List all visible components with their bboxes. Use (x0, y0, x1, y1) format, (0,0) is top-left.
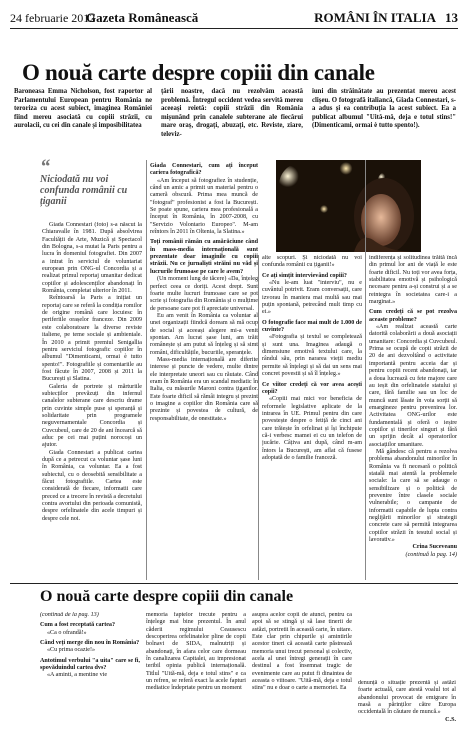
photographer-portrait-photo (276, 160, 421, 252)
interview-answer: «Fotografia și textul se completează și sunt una. Imaginea adaugă o dimensiune emotivă textului care, la rândul său, prin nararea vieții mediu permite să înțelegi și să dai un sens mai concret povestii și să îl înțeleg.» (262, 334, 362, 378)
article-column-1 (42, 222, 142, 582)
author-initials: C.S. (445, 716, 456, 723)
interview-question: Antotimul verbului "a uita" care se fi, spovăduindul cartea dvs? (40, 657, 140, 672)
interview-question: Cum credeți că se pot rezolva aceaste probleme? (369, 309, 457, 323)
lead-paragraph-1: Baroneasa Emma Nicholson, fost raportor al Parlamentului European pentru România ne teroriza cu acest subiect, imaginea României fiind mereu asociată cu copiii străzii, cu aurolacii, cu cei din canale și imposibilitatea (14, 88, 152, 130)
continuation-note: (continuă de la pag. 13) (40, 612, 99, 618)
continuation-column-1 (40, 612, 140, 744)
page-number: 13 (445, 10, 458, 25)
interview-answer: Eu am venit în România ca voluntar al unei organizații fiindcă doream să mă ocup de social și aceeași alegere mi-a venit spontan. Am lucrat șase luni, am trăit românește și am putut să înțeleg și să simt români, dificultățile, bucuriile, speranțele. (150, 312, 258, 356)
section-divider (10, 583, 458, 584)
interview-answer: «Copiii mai mici vor beneficia de reformele legislative aplicate de la intrarea în UE. Primul pentru din care povestește despre o fetiță de cinci ani care trăiește în orfelinat și își închipuie că-i verbesc mamei ei cu un telefon de jucărie. Câțiva ani după, când m-am întors la București, am aflat că fusese adoptată de o familie franceză. (262, 396, 362, 461)
continued-note: (continuă la pag. 14) (405, 551, 457, 558)
interview-answer: «Am început să fotografiez în studenție, când un amic a primit un material pentru o cameră obscură. Prima mea muncă de "fotograf" profesionist a fost la București. Se poate spune, cariera mea profesională a început în România, în 2007-2008, cu "Servizio Volontario Europeo". M-am reîntors în 2011 în Oltenia, la Slatina.» (150, 177, 258, 236)
article-title: O nouă carte despre copiii din canale (22, 60, 375, 85)
column-divider (365, 160, 366, 580)
column-paragraph: Giada Connestari a publicat cartea după ce a petrecut ca voluntar șase luni în România, ca voluntar. Ea a fost subiectul, cu o deosebită sensibilitate a făcut fotografiile. Cartea este considerată de fiecare, informatii care preced ce a trecere în revistă a decretului contra avortului din perioada comunistă, despre orfelinatele din acele timpuri și despre cele noi. (42, 449, 142, 522)
interview-question: Ce ați simțit intervievând copiii? (262, 272, 347, 279)
author-signature: Crina Suceveanu (412, 544, 457, 551)
column-divider (146, 160, 147, 580)
lead-paragraph-3: iuni din străinătate au prezentat mereu acest clișeu. O fotografă italiancă, Giada Connestari, s-a adus și ea contribuția la acest subiect. Ea a publicat albumul "Uită-mă, deja e totul stins!" (Dimenticami, ormai è tutto spento!). (312, 88, 456, 130)
interview-answer: «Cu prima ocazie!» (47, 647, 96, 654)
section-name: ROMÂNI ÎN ITALIA (314, 10, 436, 25)
page-header (10, 8, 458, 29)
article-column-3 (262, 255, 362, 582)
interview-answer: «Nu le-am luat "interviu", nu e cuvântul potrivit. Eram conversații, care izvorau în maniera mai multă sau mai puțin spontană, petrecând mult timp cu ei.» (262, 280, 362, 316)
column-paragraph: memoria faptelor trecute pentru a înțelege mai bine prezentul. În anul căderii regimului Ceausescu descoperirea orfelinatelor pline de copii bolnavi de SIDA, malnutriți și abandonați, în afara celor care dormeau în canalizarea Capitalei, au impresionat teribil opinia publică internațională. Titlul "Uită-mă, deja e totul stins" e ca un refren, se referă exact la acele fapturi mediatice îndeprtate pentru un moment (146, 612, 246, 692)
interview-question: Giada Connestari, cum ați început cariera fotografică? (150, 163, 258, 177)
newspaper-name: Gazeta Românească (86, 10, 199, 25)
column-paragraph: denunță o situație prezentă și astăzi foarte actuală, care atestă voalul tot al abandonului provocat de emigrare în masă a părinților către Europa occidentală în căutare de muncă.» (358, 680, 456, 716)
column-divider (258, 255, 259, 580)
interview-question: Când veți merge din nou în România? (40, 640, 140, 647)
pull-quote (40, 156, 142, 207)
pull-quote-text: Niciodată nu voi confunda românii cu țiganii (40, 174, 128, 207)
continuation-column-4 (358, 680, 456, 744)
article-column-2 (150, 160, 258, 582)
issue-date: 24 februarie 2012 (10, 11, 96, 25)
interview-answer: indiferența și solitudinea trăită încă din primul lor ani de viață le este foarte dificil. Nu toți vor avea forța, stabilitatea emotivă și psihologică necesare pentru a-și construi și a se reintegra în societatea care-i a marginat.» (369, 255, 457, 306)
column-paragraph: Reîntoarsă la Paris a inițiat un reportaj care se referă la condiția romilor de origine română care locuiesc în periferiile orașelor franceze. Din 2009 este colaboratoare la diverse reviste italiene, pe teme sociale și ambientale. În 2010 a primit premiul Senigallia pentru serviciul fotografic copiilor în albumul "Dimenticami, ormai è tutto spento!". Fotografiile și comentariile au fost făcute în 2007, 2008 și 2011 la București și Slatina. (42, 295, 142, 383)
interview-answer: alte scopuri. Și niciodată nu voi confunda românii cu țiganii!» (262, 255, 362, 269)
continuation-column-3 (252, 612, 352, 744)
interview-answer: «Am realizat această carte datorită colaborării a două asociații umanitare: Concordia și Cuvcubeul. Prima se ocupă de copii străzii de 20 de ani dezvoltând o activitate importantă pentru acceia dar și pentru copiii recent abandonați, iar a doua lucrează cu fete majore care au ieșit din orfelinatele statului și care, fără familie sau un loc de muncă sunt lăsate în voia sorții să emargineze pentru prevenirea lor. Activitatea ONG-urilor este fundamentală și oferă o ieșire copiilor și tinerilor singuri și fără un sprijin decât al operatorilor asociațiilor umanitare. (369, 324, 457, 448)
interview-answer: «Ca o ofrandă!» (47, 629, 87, 636)
column-paragraph: Galeria de portrete și mărturiile subiecților prevăzuți din infernul canalelor subterane care descriu drame prin cuvinte simple puse și speranță și solidaritate prin programele neguvernamentale Concordia și Cuvcubeul, care de 20 de ani încearcă să aduc pe cei mai puțini norocoși un ajutor. (42, 383, 142, 449)
interview-question: O fotografie face mai mult de 1.000 de cuvinte? (262, 319, 362, 334)
continuation-column-2 (146, 612, 246, 744)
interview-question: Cum a fost receptată cartea? (40, 622, 116, 629)
portrait-image (276, 160, 421, 252)
continuation-title: O nouă carte despre copiii din canale (40, 588, 294, 605)
quote-mark-icon: “ (40, 156, 50, 178)
column-paragraph: asupra acelor copii de atunci, pentru ca apoi să se stingă și să lase tinerii de astăzi, portretii în această carte, în uitare. Este clar prin chipurile și amintirile acestor tineri că această carte păstrează memoria unui trecut personal și colectiv, acela al unei întregi generații în care destinul a fost însemnat tragic de evenimente care au putut fi dinaintea de aceasta o viitoare. "Uită-mă, deja e totul stins" nu e doar o carte a memoriei. Ea (252, 612, 352, 692)
interview-answer: (Un moment lung de tăcere) «Da, înțeleg perfect ceea ce doriți. Acest drept. Sunt foarte multe lucruri frumoase care se pot scrie și fotografia din România și o mulțime de persoane care pot fi apreciate universal. (150, 276, 258, 312)
interview-answer: «A aminti, a mentine vie (47, 672, 108, 679)
lead-paragraph-2: țării noastre, dacă nu rezolvăm această problemă. Întregul occident vedea servită mereu aceeași reietă: copiii străzii din România mișunând prin canalele subterane ale fiecărui mare oraș, drogați, abuzați, etc. Reviste, ziare, televiz- (161, 88, 303, 138)
interview-question: Ce viitor credeți că vor avea acești copii? (262, 381, 362, 395)
interview-answer: Mă gândesc că pentru a rezolva problema abandonului minorilor în România va fi necesară o politică statală mai atentă la problemele sociale: la care să se adauge o sensibilizare și o politică de prevenire între clasele sociale vulnerabile; o campanie de informatii capabile de lupta contra neglijării minorilor și strategii concrete care să permită integrarea copiilor străzii în tesutul social și lavorativ.» (369, 448, 457, 544)
interview-answer: Mass-media internațională are diferite interese și puncte de vedere, multe dintre ele interpretate uneori sau cu răutate. Când eram în România era un scandal mediatic în Italia, cu măsurile Maroni contra țiganilor. Este foarte dificil să rămâi integru și prezint o imagine a copiilor din România care să prezinte și povestea de cultură, de responsabilitate, de onestitate.» (150, 356, 258, 422)
article-column-4 (369, 255, 457, 582)
interview-question: Toți românii rămân cu amărăciune când în mass-media internațională sunt prezentate doar imaginile cu copiii străzii. Nu ce jurnaliști străini nu văd și lucrurile frumoase pe care le avem? (150, 239, 258, 275)
column-paragraph: Giada Connestari (foto) s-a născut la Chiaravalle în 1981. După absolvirea Facultății de Arte, Muzică și Spectacol din Bologna, s-a mutat la Paris pentru a lucra în domeniul fotografiei. Din 2007 a intrat în serviciul de voluntariat european prin ONG-ul Concordia și a realizat primul reportaj umanitar dedicat copiilor și adolescenților abandonați în România, completat ulterior în 2011. (42, 222, 142, 295)
